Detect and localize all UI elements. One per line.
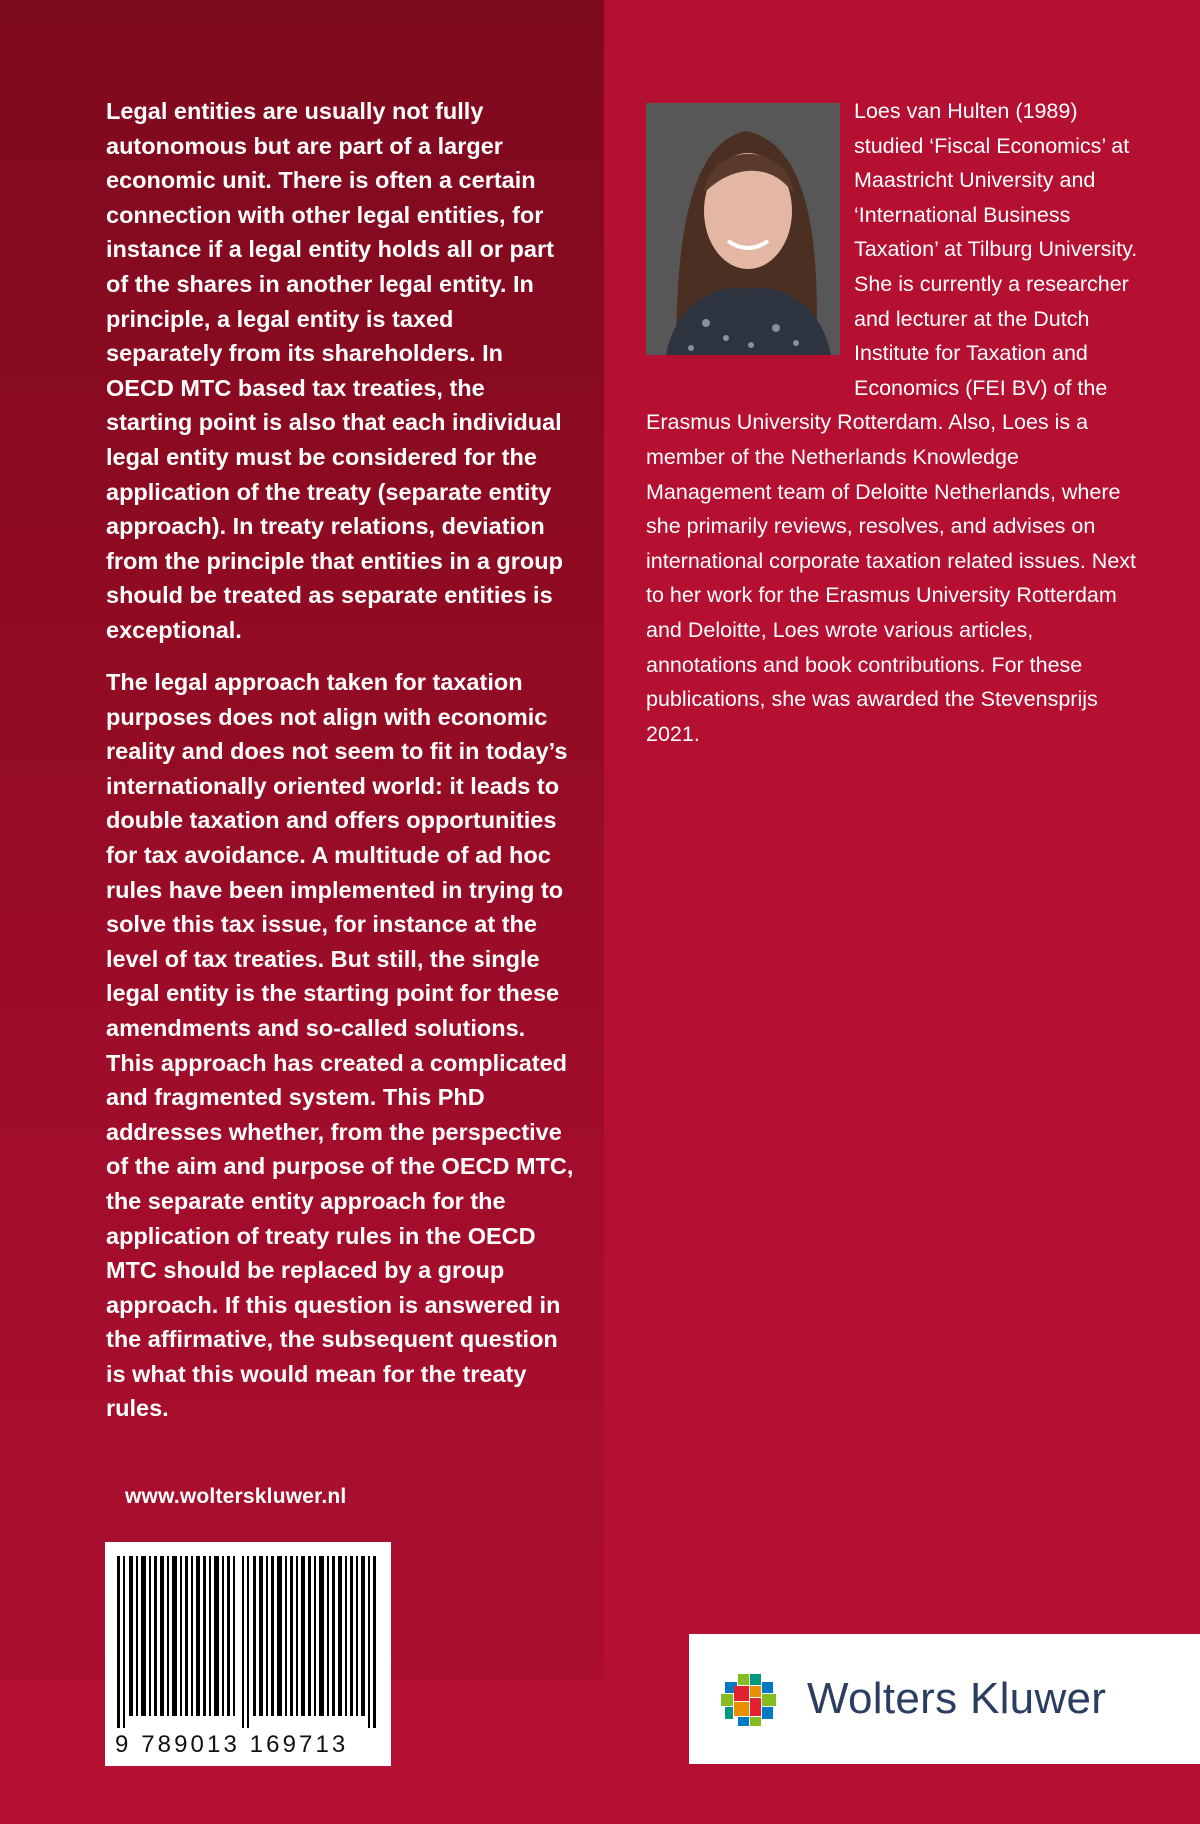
blurb-paragraph-2: The legal approach taken for taxation purposes does not align with economic reality and does not seem to fit in today’s internationally oriented world: it leads to double taxation and offers opportunities for tax avoidance. A multitude of ad hoc rules have been implemented in trying to solve this tax issue, for instance at the level of tax treaties. But still, the single legal entity is the starting point for these amendments and so-called solutions. This approach has created a complicated and fragmented system. This PhD addresses whether, from the perspective of the aim and purpose of the OECD MTC, the separate entity approach for the application of treaty rules in the OECD MTC should be replaced by a group approach. If this question is answered in the affirmative, the subsequent question is what this would mean for the treaty rules. xyxy=(106,669,574,1422)
barcode-bars-icon xyxy=(105,1542,391,1732)
blurb-paragraph-1: Legal entities are usually not fully autonomous but are part of a larger economic unit. There is often a certain connection with other legal entities, for instance if a legal entity holds all or part of the shares in another legal entity. In principle, a legal entity is taxed separately from its shareholders. In OECD MTC based tax treaties, the starting point is also that each individual legal entity must be considered for the application of the treaty (separate entity approach). In treaty relations, deviation from the principle that entities in a group should be treated as separate entities is exceptional. xyxy=(106,98,563,643)
author-bio-text: Loes van Hulten (1989) studied ‘Fiscal Economics’ at Maastricht University and ‘International Business Taxation’ at Tilburg University. She is currently a researcher and lecturer at the Dutch Institute for Taxation and Economics (FEI BV) of the Erasmus University Rotterdam. Also, Loes is a member of the Netherlands Knowledge Management team of Deloitte Netherlands, where she primarily reviews, resolves, and advises on international corporate taxation related issues. Next to her work for the Erasmus University Rotterdam and Deloitte, Loes wrote various articles, annotations and book contributions. For these publications, she was awarded the Stevensprijs 2021. xyxy=(646,99,1138,746)
publisher-name: Wolters Kluwer xyxy=(807,1674,1107,1723)
photo-spacer xyxy=(646,94,854,374)
barcode-digits: 9 789013 169713 xyxy=(115,1731,349,1758)
publisher-logo xyxy=(689,1634,1200,1764)
publisher-website[interactable]: www.wolterskluwer.nl xyxy=(125,1485,347,1508)
wolters-kluwer-globe-icon xyxy=(717,1668,781,1732)
barcode xyxy=(105,1542,391,1766)
author-bio xyxy=(646,94,1140,751)
